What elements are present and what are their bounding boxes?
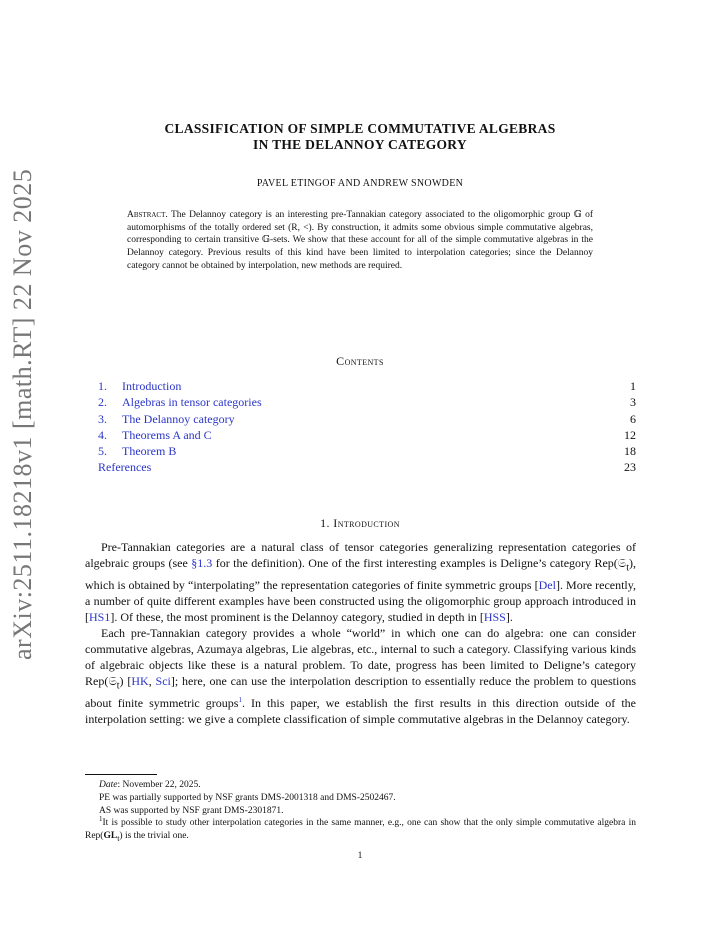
title-line-2: IN THE DELANNOY CATEGORY	[253, 137, 467, 152]
citation-del[interactable]: Del	[538, 577, 556, 592]
subscript: t	[626, 562, 630, 574]
toc-number: 1.	[98, 379, 107, 393]
abstract-label: Abstract.	[127, 210, 168, 220]
body-text	[85, 539, 636, 727]
toc-number: 4.	[98, 427, 107, 442]
citation-hs1[interactable]: HS1	[89, 609, 111, 624]
date-value: : November 22, 2025.	[117, 780, 201, 790]
footnotes	[85, 779, 636, 846]
abstract	[127, 209, 593, 273]
footnote-rule	[85, 774, 157, 775]
toc-label: Algebras in tensor categories	[122, 395, 262, 410]
footnote-date	[85, 779, 636, 792]
text-run: ) is the trivial one.	[119, 831, 189, 842]
section-ref-link[interactable]: §1.3	[191, 556, 213, 571]
contents-heading: Contents	[336, 354, 384, 368]
page-number: 1	[357, 851, 363, 861]
footnote-1	[85, 817, 636, 845]
toc-page: 1	[630, 379, 636, 393]
subscript: t	[116, 680, 120, 692]
toc-label: Theorems A and C	[122, 427, 212, 442]
text-run: . In this paper, we establish the first results in this direction outside of the interpolation setting: we give a complete classification of simple commutative algebras in the Delannoy category.	[85, 695, 636, 726]
footnote-number: 1	[99, 815, 103, 824]
abstract-text: The Delannoy category is an interesting pre-Tannakian category associated to the oligomorphic group 𝔾 of automorphisms of the totally ordered set (R, <). By construction, it admits some obvious simple commutative algebras, corresponding to certain transitive 𝔾-sets. We show that these account for all of the simple commutative algebras in the Delannoy category. Previous results of this kind have been limited to interpolation categories; since the Delannoy category cannot be obtained by interpolation, new methods are required.	[127, 210, 593, 271]
text-run: ) [	[119, 674, 132, 689]
text-run: Each pre-Tannakian category provides a whole “world” in which one can do algebra: one can consider commutative algebras, Azumaya algebras, Lie algebras, etc., internal to such a category. Classifying various kinds of algebraic objects like these is a natural problem. To date, progress has been limited to Deligne’s category Rep(𝔖	[85, 625, 636, 689]
footnote-pe-funding: PE was partially supported by NSF grants DMS-2001318 and DMS-2502467.	[99, 792, 396, 803]
toc-entry-introduction[interactable]	[98, 378, 636, 394]
footnote-mark[interactable]: 1	[238, 695, 242, 704]
toc-label: Theorem B	[122, 444, 177, 459]
text-run: ,	[148, 674, 156, 689]
section-heading: 1. Introduction	[320, 516, 400, 530]
text-run: ), which is obtained by “interpolating” the representation categories of finite symmetric groups [	[85, 556, 637, 592]
date-label: Date	[99, 780, 118, 790]
toc-number: 3.	[98, 411, 107, 426]
toc-number: 2.	[98, 395, 107, 410]
paragraph-1	[85, 539, 636, 625]
citation-sci[interactable]: Sci	[155, 674, 171, 689]
toc-page: 23	[624, 460, 636, 475]
toc-page: 18	[624, 444, 636, 459]
table-of-contents	[98, 378, 636, 476]
text-run: ].	[505, 609, 513, 624]
toc-entry-algebras[interactable]	[98, 394, 636, 410]
text-run: ]. Of these, the most prominent is the Delannoy category, studied in depth in [	[110, 609, 484, 624]
toc-label: The Delannoy category	[122, 411, 235, 426]
subscript: t	[117, 834, 120, 844]
title-line-1: CLASSIFICATION OF SIMPLE COMMUTATIVE ALGEBRAS	[164, 121, 556, 136]
toc-page: 3	[630, 395, 636, 410]
footnote-as-funding: AS was supported by NSF grant DMS-2301871.	[99, 805, 284, 816]
arxiv-stamp: arXiv:2511.18218v1 [math.RT] 22 Nov 2025	[8, 168, 37, 660]
paper-title	[0, 121, 720, 153]
toc-page: 6	[630, 411, 636, 426]
text-run: ]. More recently, a number of quite different examples have been constructed using the oligomorphic group approach introduced in [	[85, 577, 636, 624]
citation-hss[interactable]: HSS	[483, 609, 506, 624]
citation-hk[interactable]: HK	[131, 674, 149, 689]
toc-label: Introduction	[122, 379, 182, 393]
text-run: ]; here, one can use the interpolation description to essentially reduce the problem to questions about finite symmetric groups	[85, 674, 636, 710]
bold-symbol: GL	[103, 831, 118, 842]
authors: PAVEL ETINGOF AND ANDREW SNOWDEN	[256, 178, 464, 189]
text-run: It is possible to study other interpolation categories in the same manner, e.g., one can show that the only simple commutative algebra in Rep(	[85, 818, 636, 842]
toc-entry-delannoy[interactable]	[98, 411, 636, 427]
toc-entry-references[interactable]	[98, 459, 636, 475]
toc-entry-theorem-b[interactable]	[98, 443, 636, 459]
toc-label: References	[98, 460, 152, 475]
paragraph-2	[85, 625, 636, 727]
text-run: Pre-Tannakian categories are a natural class of tensor categories generalizing representation categories of algebraic groups (see	[85, 540, 636, 571]
toc-number: 5.	[98, 444, 107, 459]
toc-entry-theorems-a-c[interactable]	[98, 427, 636, 443]
text-run: for the definition). One of the first interesting examples is Deligne’s category Rep(𝔖	[212, 556, 627, 571]
toc-page: 12	[624, 427, 636, 442]
